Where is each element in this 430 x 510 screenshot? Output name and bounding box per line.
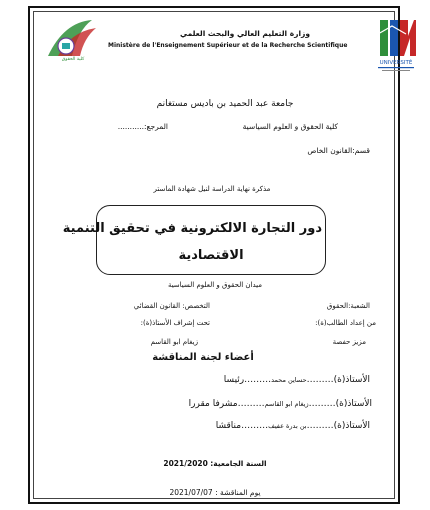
thesis-title-line-1: دور التجارة الالكترونية في تحقيق التنمية [62, 221, 322, 236]
academic-year [160, 460, 270, 468]
ministry-title-ar: وزارة التعليم العالي والبحث العلمي [179, 29, 311, 38]
title-box [62, 205, 326, 275]
study-field: ميدان الحقوق و العلوم السياسية [167, 281, 263, 289]
defense-day-value: 2021/07/07 [169, 488, 213, 497]
member-prefix: الأستاذ(ة) [335, 399, 372, 409]
member-role: مشرفا مقررا [188, 399, 238, 409]
supervisor-name: زيغام ابو القاسم [150, 338, 198, 346]
university-name: جامعة عبد الحميد بن باديس مستغانم [156, 99, 294, 109]
member-name: زيغام ابو القاسم [264, 400, 309, 408]
member-name: حساين محمد [271, 376, 307, 384]
faculty-logo-text: كلية الحقوق [61, 57, 85, 62]
committee-member-supervisor: الأستاذ(ة)………زيغام ابو القاسم………مشرفا مقررا [188, 399, 372, 409]
defense-day-label: يوم المناقشة : [215, 488, 261, 497]
member-role: مناقشا [215, 421, 242, 431]
committee-heading: أعضاء لجنة المناقشة [152, 352, 254, 363]
reference-field: المرجع:........... [117, 122, 168, 131]
committee-member-president: الأستاذ(ة)………حساين محمد………رئيسا [223, 375, 370, 385]
academic-year-label: السنة الجامعية: [210, 459, 267, 468]
member-name: بن بدرة عفيف [268, 422, 307, 430]
faculty-logo-icon [44, 16, 102, 62]
committee-member-examiner: الأستاذ(ة)………بن بدرة عفيف………مناقشا [215, 421, 370, 431]
memo-subtitle: مذكرة نهاية الدراسة لنيل شهادة الماستر [153, 185, 271, 193]
specialty-label: التخصص: القانون القضائي [133, 302, 210, 310]
university-logo-icon [372, 16, 418, 74]
branch-label: الشعبة:الحقوق [326, 302, 370, 310]
prepared-by-label: من إعداد الطالب(ة): [315, 319, 376, 327]
member-prefix: الأستاذ(ة) [333, 421, 370, 431]
defense-day [160, 489, 270, 497]
ministry-title-fr: Ministère de l'Enseignement Supérieur et de la Recherche Scientifique [108, 42, 348, 49]
member-prefix: الأستاذ(ة) [333, 375, 370, 385]
thesis-title-line-2: الاقتصادية [178, 248, 244, 263]
member-role: رئيسا [223, 375, 245, 385]
university-logo-text: UNIVERSITÉ [379, 60, 413, 66]
academic-year-value: 2021/2020 [163, 459, 208, 468]
student-name: مزيز حفصة [332, 338, 366, 346]
department-name: قسم:القانون الخاص [307, 146, 370, 155]
supervision-label: تحت إشراف الأستاذ(ة): [140, 319, 210, 327]
faculty-name: كلية الحقوق و العلوم السياسية [242, 122, 338, 131]
